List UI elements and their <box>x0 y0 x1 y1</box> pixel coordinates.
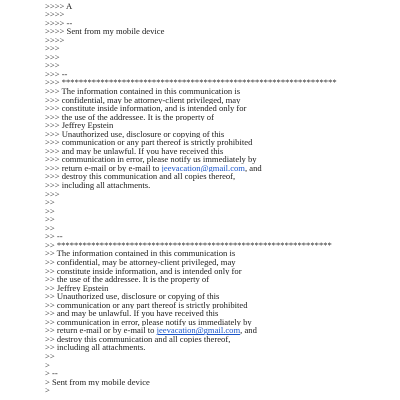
line-text: >> constitute inside information, and is intended only for <box>45 266 242 276</box>
email-line <box>45 172 395 181</box>
email-line <box>45 215 395 224</box>
email-line <box>45 164 395 173</box>
line-text: >>> <box>45 189 60 199</box>
email-line <box>45 361 395 370</box>
line-text: >>> the use of the addressee. It is the property of <box>45 112 214 122</box>
email-line <box>45 19 395 28</box>
email-line <box>45 36 395 45</box>
line-text: >> confidential, may be attorney-client privileged, may <box>45 257 236 267</box>
email-line <box>45 198 395 207</box>
line-text: >>> -- <box>45 69 68 79</box>
line-text: >> Unauthorized use, disclosure or copying of this <box>45 292 220 301</box>
line-text: >>> communication or any part thereof is strictly prohibited <box>45 138 253 147</box>
email-line <box>45 147 395 156</box>
line-text: >>>> Sent from my mobile device <box>45 27 165 36</box>
line-text: >>>> <box>45 35 65 45</box>
line-text: > Sent from my mobile device <box>45 377 150 387</box>
email-line <box>45 207 395 216</box>
line-text: >> and may be unlawful. If you have received this <box>45 309 219 318</box>
line-text: >>> The information contained in this communication is <box>45 87 241 96</box>
email-line <box>45 61 395 70</box>
line-text: > -- <box>45 369 58 378</box>
email-link[interactable]: jeevacation@gmail.com <box>156 326 241 335</box>
line-text-after: , and <box>240 326 257 335</box>
email-line <box>45 10 395 19</box>
line-text: >> communication or any part thereof is strictly prohibited <box>45 300 248 310</box>
line-text: >> -- <box>45 232 63 241</box>
line-text: >>>> -- <box>45 18 73 28</box>
line-text: >>> including all attachments. <box>45 181 151 190</box>
line-text: >>> communication in error, please notify us immediately by <box>45 155 257 164</box>
email-line <box>45 292 395 301</box>
email-line <box>45 232 395 241</box>
email-line <box>45 335 395 344</box>
email-line <box>45 301 395 310</box>
line-text: >> <box>45 215 55 224</box>
email-line <box>45 352 395 361</box>
line-text: > <box>45 386 50 395</box>
email-line <box>45 155 395 164</box>
email-line <box>45 70 395 79</box>
email-line <box>45 53 395 62</box>
line-text: >>>> A <box>45 1 73 11</box>
email-line <box>45 258 395 267</box>
email-line <box>45 224 395 233</box>
email-line <box>45 44 395 53</box>
line-text: >> the use of the addressee. It is the property of <box>45 275 210 284</box>
line-text: >>> <box>45 61 60 70</box>
line-text: > <box>45 360 50 370</box>
line-text: >>> return e-mail or by e-mail to <box>45 163 162 173</box>
email-line <box>45 275 395 284</box>
email-line <box>45 326 395 335</box>
line-text: >>> <box>45 44 60 53</box>
line-text: >>> **************************************************************** <box>45 78 337 88</box>
line-text: >> <box>45 351 55 361</box>
line-text: >> <box>45 223 55 233</box>
email-line <box>45 96 395 105</box>
line-text: >> Jeffrey Epstein <box>45 283 109 293</box>
line-text: >>> Jeffrey Epstein <box>45 121 114 130</box>
email-line <box>45 267 395 276</box>
email-line <box>45 121 395 130</box>
line-text: >> destroy this communication and all copies thereof, <box>45 334 231 344</box>
line-text-after: , and <box>245 163 262 173</box>
line-text: >> <box>45 206 55 216</box>
line-text: >>> destroy this communication and all copies thereof, <box>45 172 236 182</box>
email-link[interactable]: jeevacation@gmail.com <box>161 163 245 173</box>
email-line <box>45 2 395 11</box>
line-text: >> return e-mail or by e-mail to <box>45 326 157 335</box>
email-line <box>45 241 395 250</box>
email-body <box>45 0 395 395</box>
email-line <box>45 378 395 387</box>
line-text: >>> confidential, may be attorney-client privileged, may <box>45 95 241 105</box>
email-line <box>45 369 395 378</box>
email-line <box>45 190 395 199</box>
email-line <box>45 104 395 113</box>
line-text: >>> and may be unlawful. If you have received this <box>45 146 224 156</box>
email-line <box>45 284 395 293</box>
line-text: >> The information contained in this communication is <box>45 249 236 258</box>
email-line <box>45 87 395 96</box>
line-text: >> **************************************************************** <box>45 240 332 250</box>
email-line <box>45 138 395 147</box>
email-line <box>45 27 395 36</box>
line-text: >>> Unauthorized use, disclosure or copying of this <box>45 129 225 139</box>
email-line <box>45 181 395 190</box>
email-line <box>45 78 395 87</box>
line-text: >>>> <box>45 10 65 19</box>
email-line <box>45 343 395 352</box>
line-text: >>> <box>45 52 60 62</box>
email-line <box>45 386 395 395</box>
line-text: >> <box>45 198 55 207</box>
email-line <box>45 130 395 139</box>
email-line <box>45 113 395 122</box>
email-line <box>45 318 395 327</box>
line-text: >> communication in error, please notify us immediately by <box>45 317 252 327</box>
line-text: >>> constitute inside information, and is intended only for <box>45 104 247 113</box>
email-line <box>45 309 395 318</box>
email-line <box>45 249 395 258</box>
line-text: >> including all attachments. <box>45 343 146 352</box>
